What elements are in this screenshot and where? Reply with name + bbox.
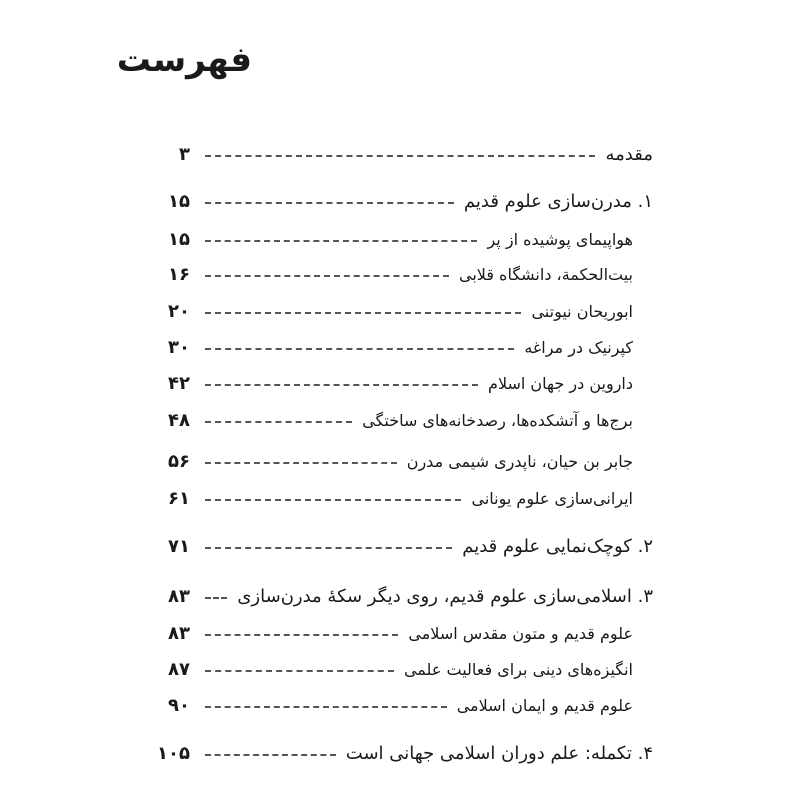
toc-entry-title: برج‌ها و آتشکده‌ها، رصدخانه‌های ساختگی xyxy=(362,411,633,430)
toc-entry-title: ایرانی‌سازی علوم یونانی xyxy=(471,489,633,508)
toc-entry-title: کپرنیک در مراغه xyxy=(524,338,633,357)
toc-page-number: ۸۳ xyxy=(168,623,190,644)
page-title: فهرست xyxy=(116,40,252,80)
toc-entry-title: جابر بن حیان، ناپدری شیمی مدرن xyxy=(406,452,633,471)
toc-entry-title: ۲. کوچک‌نمایی علوم قدیم xyxy=(462,536,653,557)
toc-page-number: ۲۰ xyxy=(168,301,190,322)
toc-entry xyxy=(150,532,653,562)
dot-leader xyxy=(205,155,595,157)
toc-entry-title: ۱. مدرن‌سازی علوم قدیم xyxy=(463,191,653,212)
toc-page-number: ۷۱ xyxy=(168,536,190,557)
toc-entry-title: علوم قدیم و متون مقدس اسلامی xyxy=(408,624,633,643)
dot-leader xyxy=(205,754,336,756)
toc-page-number: ۸۳ xyxy=(168,586,190,607)
dot-leader xyxy=(205,597,227,599)
toc-entry xyxy=(150,140,653,170)
toc-entry-title: هواپیمای پوشیده از پر xyxy=(487,230,633,249)
toc-entry xyxy=(150,369,653,399)
dot-leader xyxy=(205,547,452,549)
dot-leader xyxy=(205,384,478,386)
toc-page-number: ۱۵ xyxy=(168,191,190,212)
dot-leader xyxy=(205,670,394,672)
toc-entry-title: علوم قدیم و ایمان اسلامی xyxy=(456,696,633,715)
toc-entry xyxy=(150,297,653,327)
toc-page-number: ۶۱ xyxy=(168,488,190,509)
toc-page-number: ۵۶ xyxy=(168,451,190,472)
toc-page-number: ۳۰ xyxy=(168,337,190,358)
toc-entry-title: بیت‌الحکمة، دانشگاه قلابی xyxy=(458,265,633,284)
dot-leader xyxy=(205,706,447,708)
dot-leader xyxy=(205,499,461,501)
toc-entry xyxy=(150,333,653,363)
toc-entry xyxy=(150,260,653,290)
toc-entry-title: ۳. اسلامی‌سازی علوم قدیم، روی دیگر سکهٔ مدرن‌سازی xyxy=(237,586,653,607)
toc-entry-title: ۴. تکمله: علم دوران اسلامی جهانی است xyxy=(345,743,653,764)
toc-entry xyxy=(150,582,653,612)
dot-leader xyxy=(205,348,514,350)
toc-entry xyxy=(150,739,653,769)
dot-leader xyxy=(205,312,521,314)
toc-entry xyxy=(150,655,653,685)
toc-entry-title: انگیزه‌های دینی برای فعالیت علمی xyxy=(403,660,633,679)
toc-page-number: ۱۶ xyxy=(168,264,190,285)
toc-entry xyxy=(150,187,653,217)
toc-entry-title: ابوریحان نیوتنی xyxy=(531,302,633,321)
dot-leader xyxy=(205,421,352,423)
dot-leader xyxy=(205,634,398,636)
toc-page-number: ۱۰۵ xyxy=(157,743,190,764)
toc-entry xyxy=(150,619,653,649)
toc-page-number: ۳ xyxy=(179,144,190,165)
dot-leader xyxy=(205,462,397,464)
toc-entry xyxy=(150,691,653,721)
toc-entry xyxy=(150,447,653,477)
toc-entry xyxy=(150,484,653,514)
dot-leader xyxy=(205,275,449,277)
toc-page-number: ۴۲ xyxy=(168,373,190,394)
toc-entry xyxy=(150,406,653,436)
toc-entry xyxy=(150,225,653,255)
toc-page-number: ۹۰ xyxy=(168,695,190,716)
dot-leader xyxy=(205,202,454,204)
toc-page-number: ۸۷ xyxy=(168,659,190,680)
toc-entry-title: داروین در جهان اسلام xyxy=(488,374,633,393)
dot-leader xyxy=(205,240,477,242)
toc-page-number: ۴۸ xyxy=(168,410,190,431)
toc-entry-title: مقدمه xyxy=(605,144,653,165)
toc-page-number: ۱۵ xyxy=(168,229,190,250)
